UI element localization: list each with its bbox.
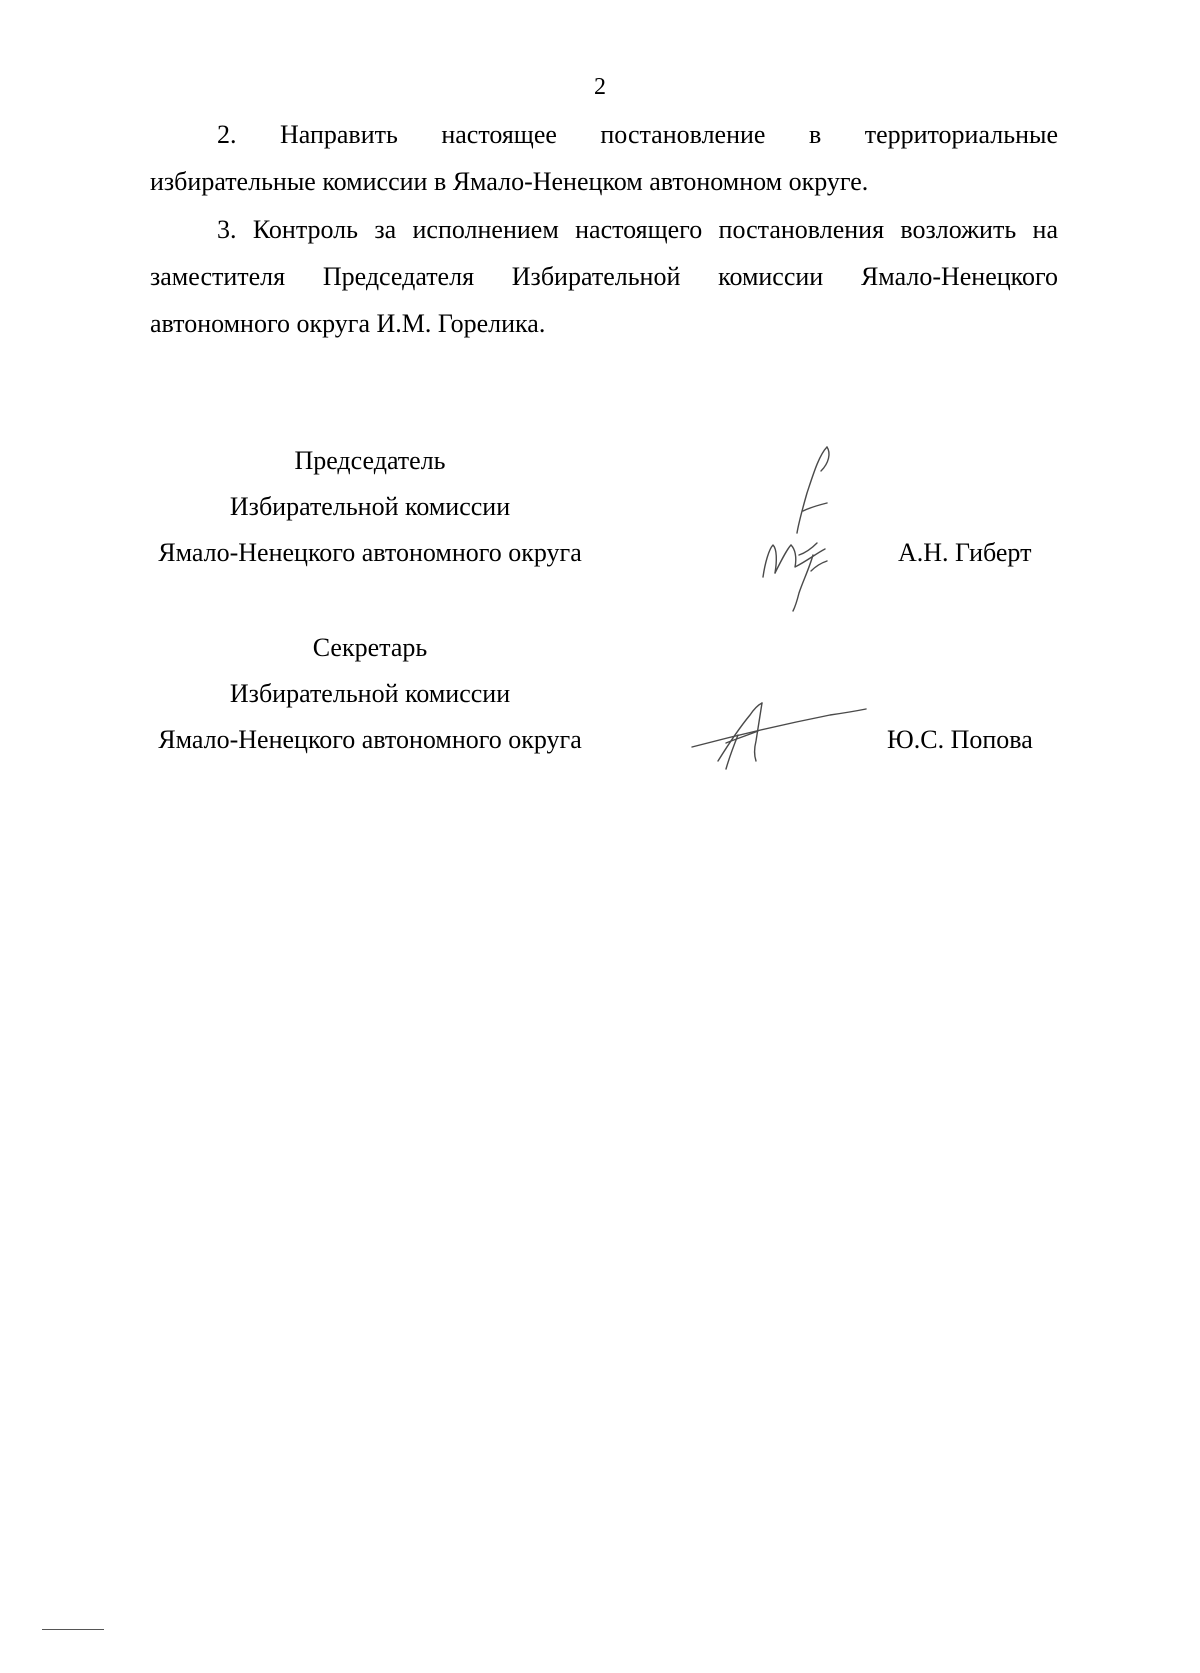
- page-number: 2: [594, 74, 606, 100]
- chairman-title-block: [140, 438, 600, 576]
- secretary-name: Ю.С. Попова: [887, 725, 1033, 754]
- signatory-title-line: Ямало-Ненецкого автономного округа: [158, 725, 582, 754]
- secretary-signature-image: [690, 695, 870, 775]
- secretary-title-block: [140, 625, 600, 763]
- chairman-name: А.Н. Гиберт: [898, 538, 1032, 567]
- signatory-title-line: Секретарь: [312, 633, 428, 662]
- chairman-signature-image: [755, 445, 865, 615]
- paragraph-2: [150, 111, 1058, 205]
- signatory-title-line: Ямало-Ненецкого автономного округа: [158, 538, 582, 567]
- paragraph-line: автономного округа И.М. Горелика.: [150, 309, 546, 338]
- footer-rule: [42, 1629, 104, 1630]
- paragraph-line: избирательные комиссии в Ямало-Ненецком автономном округе.: [150, 167, 869, 196]
- signatory-title-line: Избирательной комиссии: [229, 679, 511, 708]
- paragraph-line: 3. Контроль за исполнением настоящего постановления возложить на: [217, 215, 1058, 244]
- signatory-title-line: Избирательной комиссии: [229, 492, 511, 521]
- paragraph-3: [150, 206, 1058, 347]
- signatory-title-line: Председатель: [294, 446, 446, 475]
- paragraph-line: 2. Направить настоящее постановление в территориальные: [217, 120, 1058, 149]
- paragraph-line: заместителя Председателя Избирательной комиссии Ямало-Ненецкого: [150, 262, 1058, 291]
